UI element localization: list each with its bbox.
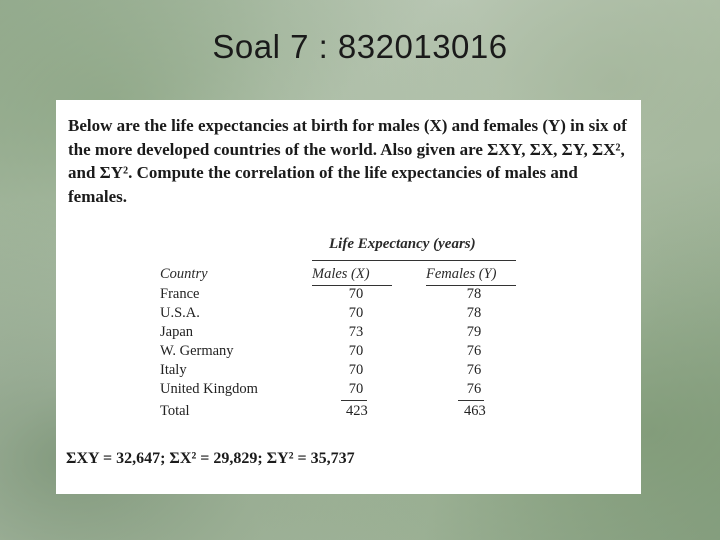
sum-rule-females <box>458 400 484 401</box>
problem-text: Below are the life expectancies at birth for males (X) and females (Y) in six of the more developed countries of the world. Also given are ΣXY, ΣX, ΣY, ΣX², and ΣY². Compute the correlation of the life expectancies of males and females. <box>68 116 627 206</box>
females-cell: 78 <box>466 305 482 321</box>
slide-title: Soal 7 : 832013016 <box>212 28 508 65</box>
females-cell: 76 <box>466 343 482 359</box>
country-cell: United Kingdom <box>160 381 258 397</box>
table-caption: Life Expectancy (years) <box>329 236 476 252</box>
column-header-males: Males (X) <box>312 266 370 282</box>
country-cell: W. Germany <box>160 343 234 359</box>
females-cell: 76 <box>466 362 482 378</box>
country-cell: Japan <box>160 324 194 340</box>
caption-rule <box>312 260 516 261</box>
country-cell: Italy <box>160 362 187 378</box>
country-cell: France <box>160 286 200 302</box>
males-cell: 70 <box>348 343 364 359</box>
females-cell: 78 <box>466 286 482 302</box>
column-header-females: Females (Y) <box>426 266 497 282</box>
sum-rule-males <box>341 400 367 401</box>
total-label: Total <box>160 403 190 419</box>
males-cell: 73 <box>348 324 364 340</box>
country-cell: U.S.A. <box>160 305 200 321</box>
females-total: 463 <box>464 403 486 419</box>
problem-image <box>56 100 641 494</box>
males-total: 423 <box>346 403 368 419</box>
females-cell: 79 <box>466 324 482 340</box>
males-cell: 70 <box>348 305 364 321</box>
given-sums: ΣXY = 32,647; ΣX² = 29,829; ΣY² = 35,737 <box>66 450 355 467</box>
males-cell: 70 <box>348 381 364 397</box>
males-cell: 70 <box>348 286 364 302</box>
males-cell: 70 <box>348 362 364 378</box>
females-cell: 76 <box>466 381 482 397</box>
column-header-country: Country <box>160 266 208 282</box>
